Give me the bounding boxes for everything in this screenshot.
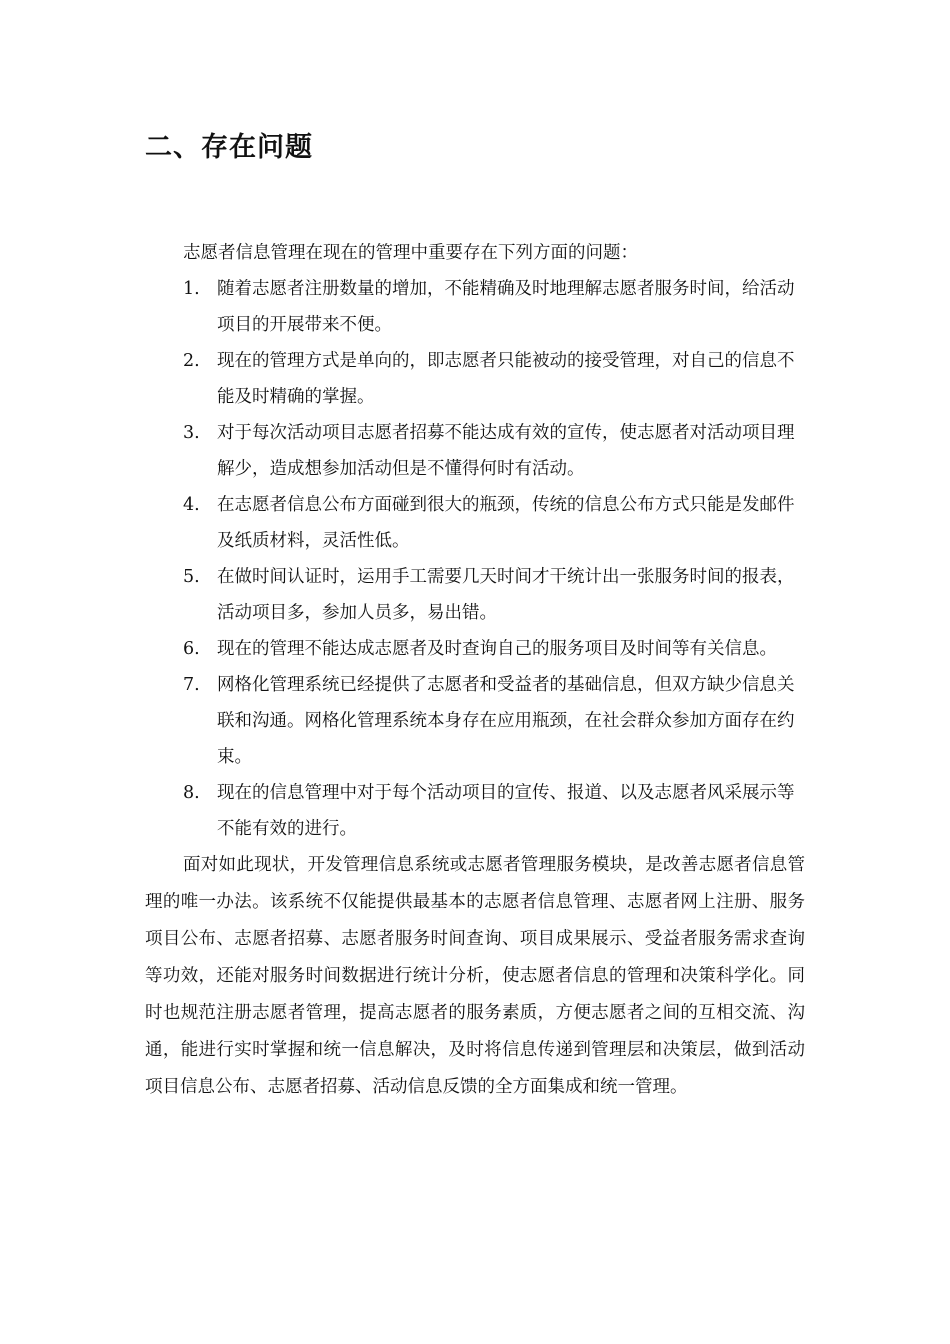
list-item bbox=[145, 775, 805, 847]
list-item-text: 现在的管理方式是单向的，即志愿者只能被动的接受管理，对自己的信息不能及时精确的掌握。 bbox=[217, 351, 795, 407]
list-item-text: 对于每次活动项目志愿者招募不能达成有效的宣传，使志愿者对活动项目理解少，造成想参加活动但是不懂得何时有活动。 bbox=[217, 423, 795, 479]
list-item-text: 现在的管理不能达成志愿者及时查询自己的服务项目及时间等有关信息。 bbox=[217, 639, 777, 659]
list-item bbox=[145, 667, 805, 775]
list-item-number: 6. bbox=[183, 639, 200, 659]
list-item-text: 网格化管理系统已经提供了志愿者和受益者的基础信息，但双方缺少信息关联和沟通。网格化管理系统本身存在应用瓶颈，在社会群众参加方面存在约束。 bbox=[217, 675, 795, 767]
list-item bbox=[145, 415, 805, 487]
list-item-number: 1. bbox=[183, 279, 200, 299]
list-item bbox=[145, 631, 805, 667]
list-item-number: 7. bbox=[183, 675, 200, 695]
list-item-number: 4. bbox=[183, 495, 200, 515]
list-item-text: 在做时间认证时，运用手工需要几天时间才干统计出一张服务时间的报表，活动项目多，参加人员多，易出错。 bbox=[217, 567, 795, 623]
intro-paragraph: 志愿者信息管理在现在的管理中重要存在下列方面的问题： bbox=[183, 243, 638, 263]
list-item bbox=[145, 487, 805, 559]
list-item-text: 在志愿者信息公布方面碰到很大的瓶颈，传统的信息公布方式只能是发邮件及纸质材料，灵活性低。 bbox=[217, 495, 795, 551]
list-item-number: 2. bbox=[183, 351, 200, 371]
list-item-text: 随着志愿者注册数量的增加，不能精确及时地理解志愿者服务时间，给活动项目的开展带来不便。 bbox=[217, 279, 795, 335]
closing-paragraph: 面对如此现状，开发管理信息系统或志愿者管理服务模块，是改善志愿者信息管理的唯一办法。该系统不仅能提供最基本的志愿者信息管理、志愿者网上注册、服务项目公布、志愿者招募、志愿者服务时间查询、项目成果展示、受益者服务需求查询等功效，还能对服务时间数据进行统计分析，使志愿者信息的管理和决策科学化。同时也规范注册志愿者管理，提高志愿者的服务素质，方便志愿者之间的互相交流、沟通，能进行实时掌握和统一信息解决，及时将信息传递到管理层和决策层，做到活动项目信息公布、志愿者招募、活动信息反馈的全方面集成和统一管理。 bbox=[145, 855, 805, 1097]
list-item bbox=[145, 343, 805, 415]
list-item-text: 现在的信息管理中对于每个活动项目的宣传、报道、以及志愿者风采展示等不能有效的进行。 bbox=[217, 783, 795, 839]
list-item-number: 8. bbox=[183, 783, 200, 803]
section-heading: 二、存在问题 bbox=[145, 132, 313, 163]
section-body bbox=[145, 235, 805, 1106]
list-item-number: 3. bbox=[183, 423, 200, 443]
list-item-number: 5. bbox=[183, 567, 200, 587]
list-item bbox=[145, 271, 805, 343]
problem-list bbox=[145, 271, 805, 847]
list-item bbox=[145, 559, 805, 631]
